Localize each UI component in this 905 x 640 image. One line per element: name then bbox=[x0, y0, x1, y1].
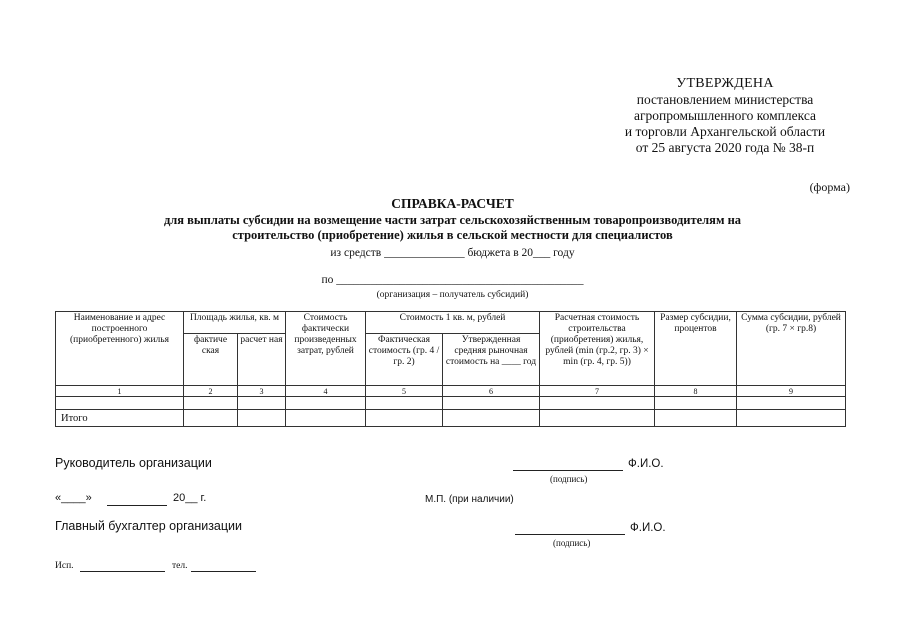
table-cell bbox=[540, 410, 655, 427]
date-day: «____» bbox=[55, 492, 92, 504]
head-signature-caption: (подпись) bbox=[550, 474, 588, 484]
total-row bbox=[56, 410, 846, 427]
executor-label: Исп. bbox=[55, 561, 74, 571]
table-cell bbox=[56, 397, 184, 410]
head-signature-line bbox=[513, 470, 623, 471]
table-cell bbox=[286, 410, 366, 427]
table-cell bbox=[737, 397, 846, 410]
approval-line-4: от 25 августа 2020 года № 38-п bbox=[635, 140, 815, 155]
header-cost-per-sqm: Стоимость 1 кв. м, рублей bbox=[366, 312, 540, 334]
table-cell bbox=[366, 397, 443, 410]
document-subtitle bbox=[60, 213, 845, 243]
column-number: 9 bbox=[737, 386, 846, 397]
column-number: 1 bbox=[56, 386, 184, 397]
subtitle-line-2: строительство (приобретение) жилья в сельской местности для специалистов bbox=[232, 228, 673, 242]
table-cell bbox=[737, 410, 846, 427]
table-cell bbox=[443, 410, 540, 427]
executor-line bbox=[80, 571, 165, 572]
header-calc-cost: Расчетная стоимость строительства (приобретения) жилья, рублей (min (гр.2, гр. 3) × min (гр. 4, гр. 5)) bbox=[540, 312, 655, 386]
accountant-signature-line bbox=[515, 534, 625, 535]
header-subsidy-size: Размер субсидии, процентов bbox=[655, 312, 737, 386]
approval-block bbox=[560, 76, 890, 156]
table-cell bbox=[366, 410, 443, 427]
column-number: 2 bbox=[184, 386, 238, 397]
header-cost-sqm-market: Утвержденная средняя рыночная стоимость на ____ год bbox=[443, 334, 540, 386]
column-number: 3 bbox=[238, 386, 286, 397]
date-year: 20__ г. bbox=[173, 492, 207, 504]
column-number: 6 bbox=[443, 386, 540, 397]
form-note: (форма) bbox=[809, 180, 850, 194]
header-cost-fact: Стоимость фактически произведенных затрат, рублей bbox=[286, 312, 366, 386]
organization-line: по ___________________________________________ bbox=[321, 274, 584, 286]
table-cell bbox=[540, 397, 655, 410]
accountant-signature-caption: (подпись) bbox=[553, 538, 591, 548]
accountant-label: Главный бухгалтер организации bbox=[55, 519, 243, 533]
head-fio: Ф.И.О. bbox=[628, 458, 664, 470]
approval-line-1: постановлением министерства bbox=[636, 92, 814, 107]
table-cell bbox=[286, 397, 366, 410]
phone-label: тел. bbox=[172, 561, 188, 571]
table-row bbox=[56, 397, 846, 410]
calculation-table bbox=[55, 311, 846, 427]
funds-line: из средств ______________ бюджета в 20___ году bbox=[330, 247, 575, 259]
document-title: СПРАВКА-РАСЧЕТ bbox=[391, 196, 514, 211]
header-area: Площадь жилья, кв. м bbox=[184, 312, 286, 334]
total-label: Итого bbox=[56, 410, 184, 427]
column-number: 8 bbox=[655, 386, 737, 397]
table-cell bbox=[238, 410, 286, 427]
table-cell bbox=[655, 410, 737, 427]
stamp-note: М.П. (при наличии) bbox=[425, 494, 514, 505]
head-label: Руководитель организации bbox=[55, 456, 212, 470]
header-subsidy-sum: Сумма субсидии, рублей (гр. 7 × гр.8) bbox=[737, 312, 846, 386]
subtitle-line-1: для выплаты субсидии на возмещение части затрат сельскохозяйственным товаропроизводителям на bbox=[163, 213, 742, 227]
date-month-line bbox=[107, 505, 167, 506]
column-number: 5 bbox=[366, 386, 443, 397]
organization-caption: (организация – получатель субсидий) bbox=[376, 290, 529, 300]
phone-line bbox=[191, 571, 256, 572]
approval-line-2: агропромышленного комплекса bbox=[634, 108, 816, 123]
header-area-fact: фактиче ская bbox=[184, 334, 238, 386]
column-number: 4 bbox=[286, 386, 366, 397]
header-area-calc: расчет ная bbox=[238, 334, 286, 386]
header-name: Наименование и адрес построенного (приобретенного) жилья bbox=[56, 312, 184, 386]
column-number: 7 bbox=[540, 386, 655, 397]
accountant-fio: Ф.И.О. bbox=[630, 522, 666, 534]
table-cell bbox=[184, 397, 238, 410]
table-cell bbox=[443, 397, 540, 410]
table-cell bbox=[238, 397, 286, 410]
table-cell bbox=[655, 397, 737, 410]
approval-line-3: и торговли Архангельской области bbox=[624, 124, 826, 139]
header-cost-sqm-fact: Фактическая стоимость (гр. 4 / гр. 2) bbox=[366, 334, 443, 386]
approval-heading: УТВЕРЖДЕНА bbox=[676, 76, 774, 91]
table-cell bbox=[184, 410, 238, 427]
